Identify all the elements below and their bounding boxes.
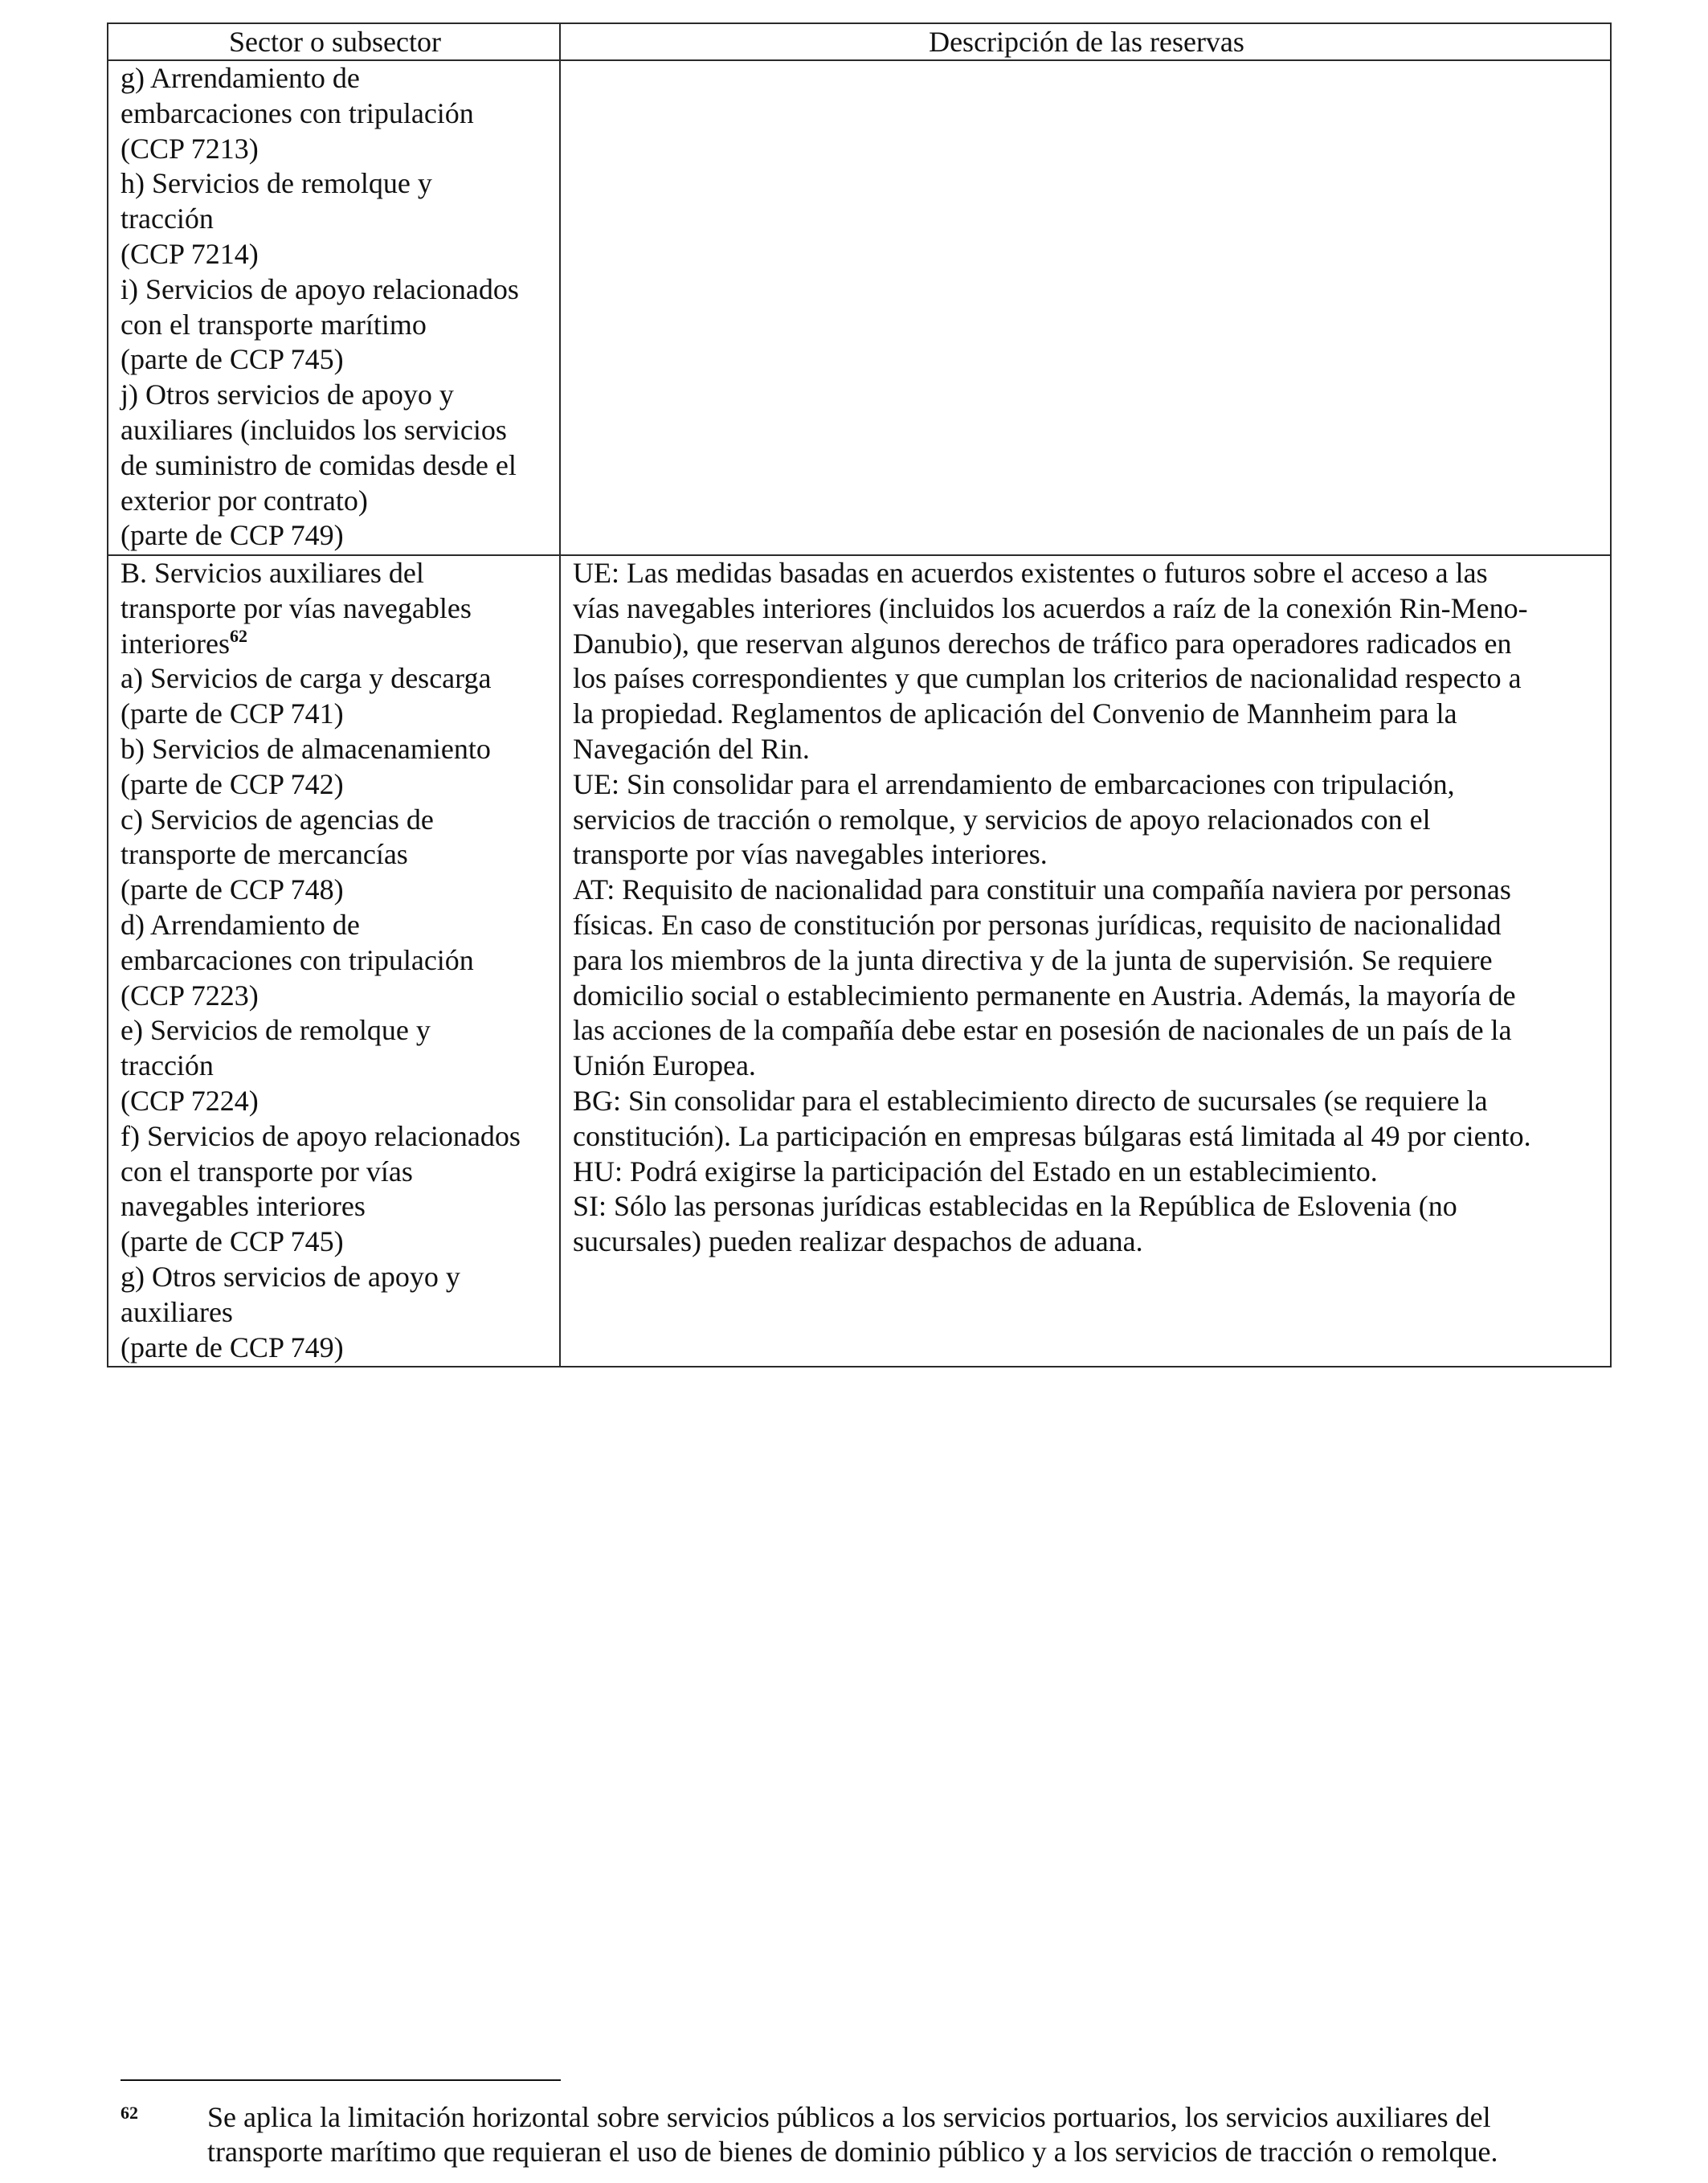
sector-line: f) Servicios de apoyo relacionados: [121, 1119, 521, 1152]
sector-line: auxiliares (incluidos los servicios: [121, 413, 507, 446]
sector-line: (parte de CCP 745): [121, 1225, 344, 1258]
footnote-reference[interactable]: 62: [229, 625, 247, 646]
sector-line: auxiliares: [121, 1295, 233, 1328]
table-row: [108, 60, 1611, 555]
sector-line: (parte de CCP 745): [121, 343, 344, 376]
sector-line: b) Servicios de almacenamiento: [121, 732, 491, 765]
sector-line: (parte de CCP 742): [121, 767, 344, 800]
sector-line: embarcaciones con tripulación: [121, 96, 474, 129]
sector-line: transporte por vías navegables: [121, 591, 472, 624]
footnote-number: 62: [121, 2103, 138, 2123]
sector-line: h) Servicios de remolque y: [121, 167, 432, 200]
sector-line: transporte de mercancías: [121, 838, 408, 871]
sector-line: e) Servicios de remolque y: [121, 1014, 431, 1047]
footnote-line: transporte marítimo que requieran el uso de bienes de dominio público y a los servicios de tracción o remolque.: [207, 2136, 1498, 2168]
table-header-row: [108, 23, 1611, 60]
description-line: las acciones de la compañía debe estar en posesión de nacionales de un país de la: [573, 1014, 1512, 1047]
sector-line: c) Servicios de agencias de: [121, 803, 434, 836]
description-line: los países correspondientes y que cumplan los criterios de nacionalidad respecto a: [573, 662, 1522, 695]
sector-line: (parte de CCP 741): [121, 697, 344, 730]
sector-line: g) Arrendamiento de: [121, 62, 360, 94]
sector-line: g) Otros servicios de apoyo y: [121, 1260, 460, 1293]
sector-line: i) Servicios de apoyo relacionados: [121, 272, 519, 305]
sector-line: (parte de CCP 749): [121, 1331, 344, 1363]
description-line: UE: Sin consolidar para el arrendamiento de embarcaciones con tripulación,: [573, 767, 1455, 800]
sector-line: (parte de CCP 749): [121, 519, 344, 552]
description-line: UE: Las medidas basadas en acuerdos existentes o futuros sobre el acceso a las: [573, 557, 1488, 589]
description-line: HU: Podrá exigirse la participación del Estado en un establecimiento.: [573, 1155, 1378, 1188]
description-line: Unión Europea.: [573, 1049, 756, 1082]
sector-line: exterior por contrato): [121, 484, 368, 517]
sector-line: a) Servicios de carga y descarga: [121, 662, 492, 695]
header-description: Descripción de las reservas: [560, 23, 1611, 60]
sector-line: con el transporte marítimo: [121, 308, 427, 341]
description-line: SI: Sólo las personas jurídicas establecidas en la República de Eslovenia (no: [573, 1190, 1457, 1223]
sector-line: (CCP 7223): [121, 979, 259, 1012]
description-line: constitución). La participación en empresas búlgaras está limitada al 49 por ciento.: [573, 1119, 1531, 1152]
description-line: AT: Requisito de nacionalidad para constituir una compañía naviera por personas: [573, 873, 1511, 906]
description-line: sucursales) pueden realizar despachos de aduana.: [573, 1225, 1143, 1258]
description-line: transporte por vías navegables interiores.: [573, 838, 1048, 871]
sector-line: de suministro de comidas desde el: [121, 448, 517, 481]
sector-line: tracción: [121, 202, 214, 235]
footnote-separator: [121, 2079, 561, 2081]
footnote-text: [207, 2100, 1621, 2169]
sector-line: (CCP 7224): [121, 1084, 259, 1117]
sector-cell: [108, 60, 560, 555]
description-line: la propiedad. Reglamentos de aplicación del Convenio de Mannheim para la: [573, 697, 1457, 730]
description-line: domicilio social o establecimiento permanente en Austria. Además, la mayoría de: [573, 979, 1516, 1012]
description-line: BG: Sin consolidar para el establecimiento directo de sucursales (se requiere la: [573, 1084, 1488, 1117]
sector-line: embarcaciones con tripulación: [121, 943, 474, 976]
description-line: Navegación del Rin.: [573, 732, 810, 765]
footnote-line: Se aplica la limitación horizontal sobre servicios públicos a los servicios portuarios, los servicios auxiliares del: [207, 2101, 1491, 2133]
sector-line: d) Arrendamiento de: [121, 908, 360, 941]
description-line: servicios de tracción o remolque, y servicios de apoyo relacionados con el: [573, 803, 1431, 836]
sector-line: con el transporte por vías: [121, 1155, 413, 1188]
sector-line: tracción: [121, 1049, 214, 1082]
sector-line: j) Otros servicios de apoyo y: [121, 378, 454, 411]
description-line: Danubio), que reservan algunos derechos de tráfico para operadores radicados en: [573, 627, 1512, 660]
sector-line: B. Servicios auxiliares del: [121, 557, 424, 589]
header-sector: Sector o subsector: [108, 23, 560, 60]
description-cell: [560, 60, 1611, 555]
sector-line-with-footnote: [121, 627, 550, 662]
sector-cell: [108, 555, 560, 1367]
description-line: vías navegables interiores (incluidos los acuerdos a raíz de la conexión Rin-Meno-: [573, 591, 1528, 624]
description-line: para los miembros de la junta directiva y de la junta de supervisión. Se requiere: [573, 943, 1493, 976]
sector-line: (parte de CCP 748): [121, 873, 344, 906]
reservations-table: [107, 22, 1612, 1367]
description-cell: [560, 555, 1611, 1367]
reservations-table-container: [107, 22, 1610, 1367]
sector-line: (CCP 7214): [121, 237, 259, 270]
sector-line: navegables interiores: [121, 1190, 366, 1223]
description-line: físicas. En caso de constitución por personas jurídicas, requisito de nacionalidad: [573, 908, 1502, 941]
sector-line: (CCP 7213): [121, 132, 259, 165]
table-row: [108, 555, 1611, 1367]
sector-line-text: interiores: [121, 627, 230, 660]
